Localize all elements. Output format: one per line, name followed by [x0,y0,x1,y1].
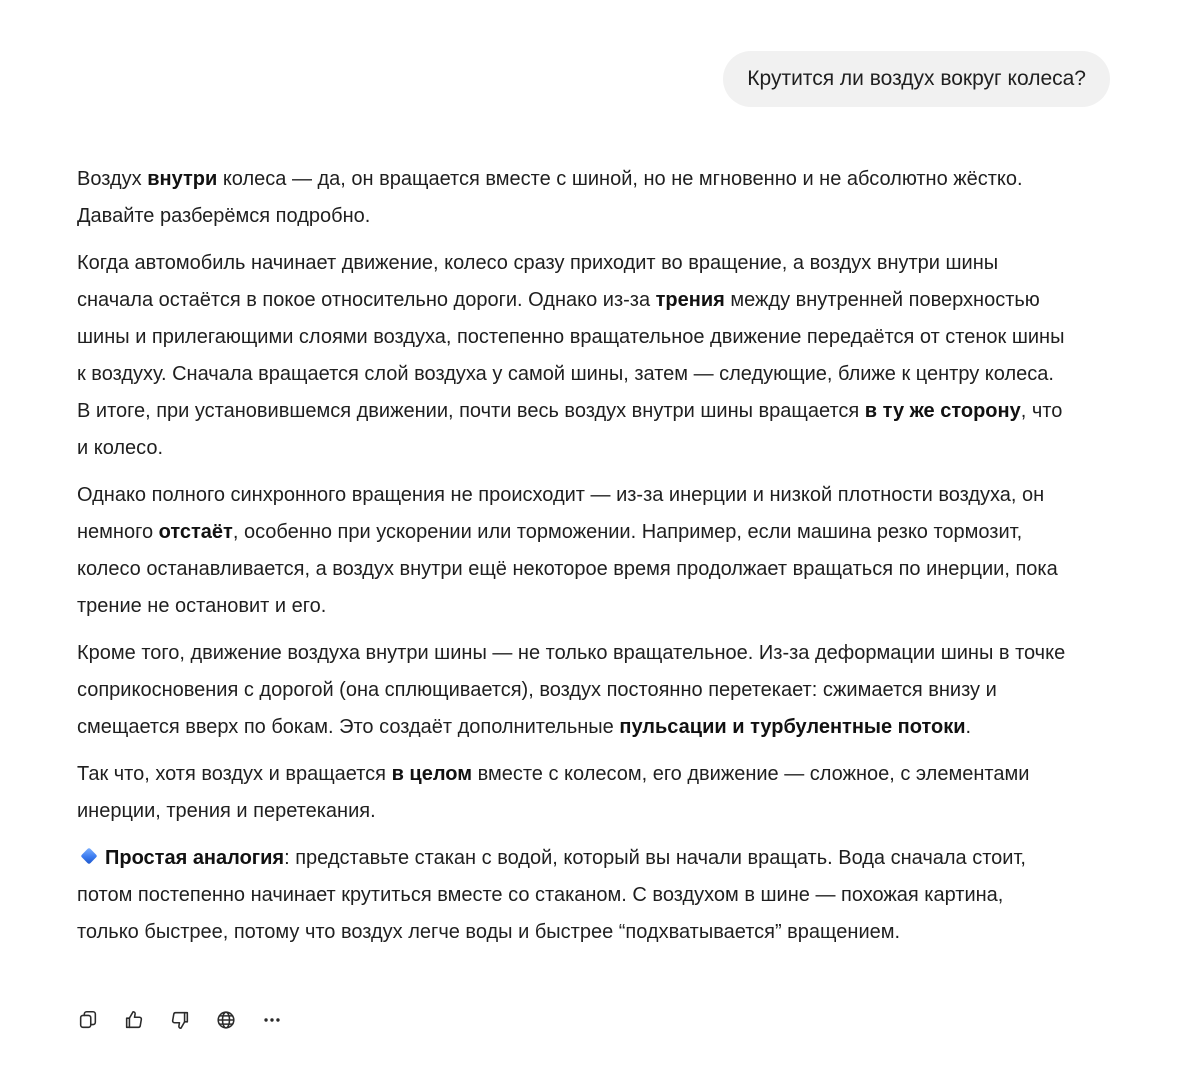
answer-paragraph-1 [77,161,1067,235]
bold-text: отстаёт [158,521,233,543]
text: Так что, хотя воздух и вращается [77,763,392,785]
bold-text: трения [655,289,725,311]
assistant-answer [77,161,1067,961]
answer-paragraph-2 [77,245,1067,467]
text: . [965,716,972,738]
answer-paragraph-4 [77,635,1067,746]
globe-icon [215,1009,237,1031]
blue-diamond-icon [81,848,98,865]
text: , что и колесо. [77,400,1063,459]
dislike-button[interactable] [168,1008,192,1032]
bold-text: пульсации и турбулентные потоки [619,716,966,738]
bold-text: в ту же сторону [864,400,1021,422]
text: Однако полного синхронного вращения не происходит — из-за инерции и низкой плотности воздуха, он немного [77,484,1045,543]
text: , особенно при ускорении или торможении. Например, если машина резко тормозит, колесо останавливается, а воздух внутри ещё некоторое время продолжает вращаться по инерции, пока трение не остановит и его. [77,521,1058,617]
text: колеса — да, он вращается вместе с шиной, но не мгновенно и не абсолютно жёстко. Давайте разберёмся подробно. [77,168,1023,227]
more-icon [261,1009,283,1031]
bold-text: Простая аналогия [105,847,285,869]
text: Воздух [77,168,148,190]
like-button[interactable] [122,1008,146,1032]
text: : представьте стакан с водой, который вы начали вращать. Вода сначала стоит, потом постепенно начинает крутиться вместе со стаканом. С воздухом в шине — похожая картина, только быстрее, потому что воздух легче воды и быстрее “подхватывается” вращением. [77,847,1026,943]
text: между внутренней поверхностью шины и прилегающими слоями воздуха, постепенно вращательное движение передаётся от стенок шины к воздуху. Сначала вращается слой воздуха у самой шины, затем — следующие, ближе к центру колеса. В итоге, при установившемся движении, почти весь воздух внутри шины вращается [77,289,1065,422]
thumbs-up-icon [123,1009,145,1031]
answer-paragraph-6 [77,840,1067,951]
user-message-bubble: Крутится ли воздух вокруг колеса? [723,51,1110,107]
copy-icon [77,1009,99,1031]
thumbs-down-icon [169,1009,191,1031]
text: Когда автомобиль начинает движение, колесо сразу приходит во вращение, а воздух внутри шины сначала остаётся в покое относительно дороги. Однако из-за [77,252,999,311]
message-actions [76,1008,284,1032]
text: Кроме того, движение воздуха внутри шины — не только вращательное. Из-за деформации шины в точке соприкосновения с дорогой (она сплющивается), воздух постоянно перетекает: сжимается внизу и смещается вверх по бокам. Это создаёт дополнительные [77,642,1066,738]
bold-text: внутри [147,168,218,190]
more-options-button[interactable] [260,1008,284,1032]
web-search-button[interactable] [214,1008,238,1032]
answer-paragraph-3 [77,477,1067,625]
answer-paragraph-5 [77,756,1067,830]
bold-text: в целом [391,763,473,785]
copy-button[interactable] [76,1008,100,1032]
text: вместе с колесом, его движение — сложное, с элементами инерции, трения и перетекания. [77,763,1030,822]
